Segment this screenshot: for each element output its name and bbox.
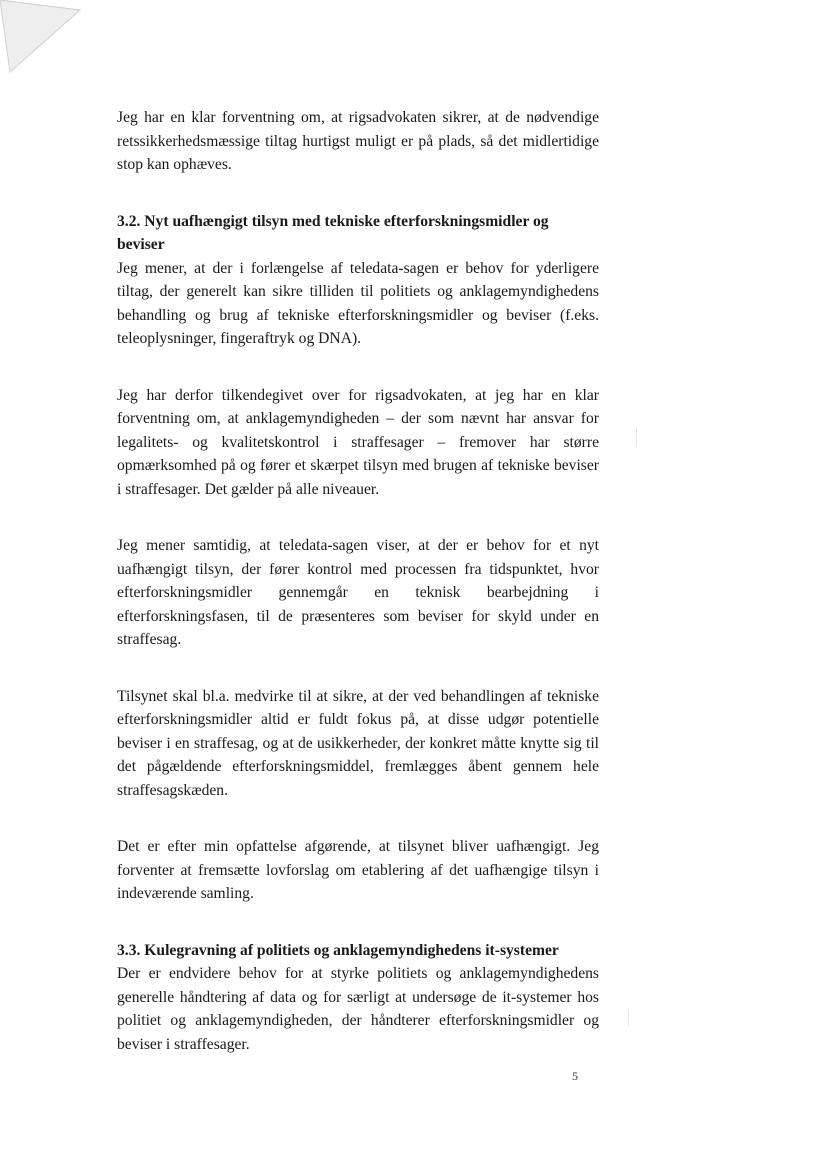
body-paragraph: Det er efter min opfattelse afgørende, at tilsynet bliver uafhængigt. Jeg forventer at fremsætte lovforslag om etablering af det uafhængige tilsyn i indeværende samling. xyxy=(117,838,599,902)
body-paragraph: Jeg har derfor tilkendegivet over for rigsadvokaten, at jeg har en klar forventning om, at anklagemyndigheden – der som nævnt har ansvar for legalitets- og kvalitetskontrol i straffesager – fremover har større opmærksomhed på og fører et skærpet tilsyn med brugen af tekniske beviser i straffesager. Det gælder på alle niveauer. xyxy=(117,386,599,498)
body-paragraph: Der er endvidere behov for at styrke politiets og anklagemyndighedens generelle håndtering af data og for særligt at undersøge de it-systemer hos politiet og anklagemyndigheden, der håndterer efterforskningsmidler og beviser i straffesager. xyxy=(117,965,599,1053)
section-heading: 3.3. Kulegravning af politiets og anklagemyndighedens it-systemer xyxy=(117,941,559,959)
intro-paragraph: Jeg har en klar forventning om, at rigsadvokaten sikrer, at de nødvendige retssikkerhedsmæssige tiltag hurtigst muligt er på plads, så det midlertidige stop kan ophæves. xyxy=(117,109,599,173)
scan-corner-fold xyxy=(0,0,90,80)
section-heading: 3.2. Nyt uafhængigt tilsyn med tekniske efterforskningsmidler og beviser xyxy=(117,212,549,253)
body-paragraph: Jeg mener samtidig, at teledata-sagen viser, at der er behov for et nyt uafhængigt tilsyn, der fører kontrol med processen fra tidspunktet, hvor efterforskningsmidler gennemgår en teknisk bearbejdning i efterforskningsfasen, til de præsenteres som beviser for skyld under en straffesag. xyxy=(117,537,599,648)
page-number: 5 xyxy=(572,1069,578,1083)
section-3-2 xyxy=(117,210,599,906)
scan-artifact-line xyxy=(628,1010,629,1026)
body-paragraph: Jeg mener, at der i forlængelse af teledata-sagen er behov for yderligere tiltag, der generelt kan sikre tilliden til politiets og anklagemyndighedens behandling og brug af tekniske efterforskningsmidler og beviser (f.eks. teleoplysninger, fingeraftryk og DNA). xyxy=(117,259,599,347)
document-body xyxy=(117,106,599,1056)
scan-artifact-line xyxy=(636,428,637,446)
body-paragraph: Tilsynet skal bl.a. medvirke til at sikre, at der ved behandlingen af tekniske efterforskningsmidler altid er fuldt fokus på, at disse udgør potentielle beviser i en straffesag, og at de usikkerheder, der konkret måtte knytte sig til det pågældende efterforskningsmiddel, fremlægges åbent gennem hele straffesagskæden. xyxy=(117,687,599,799)
section-3-3 xyxy=(117,939,599,1057)
